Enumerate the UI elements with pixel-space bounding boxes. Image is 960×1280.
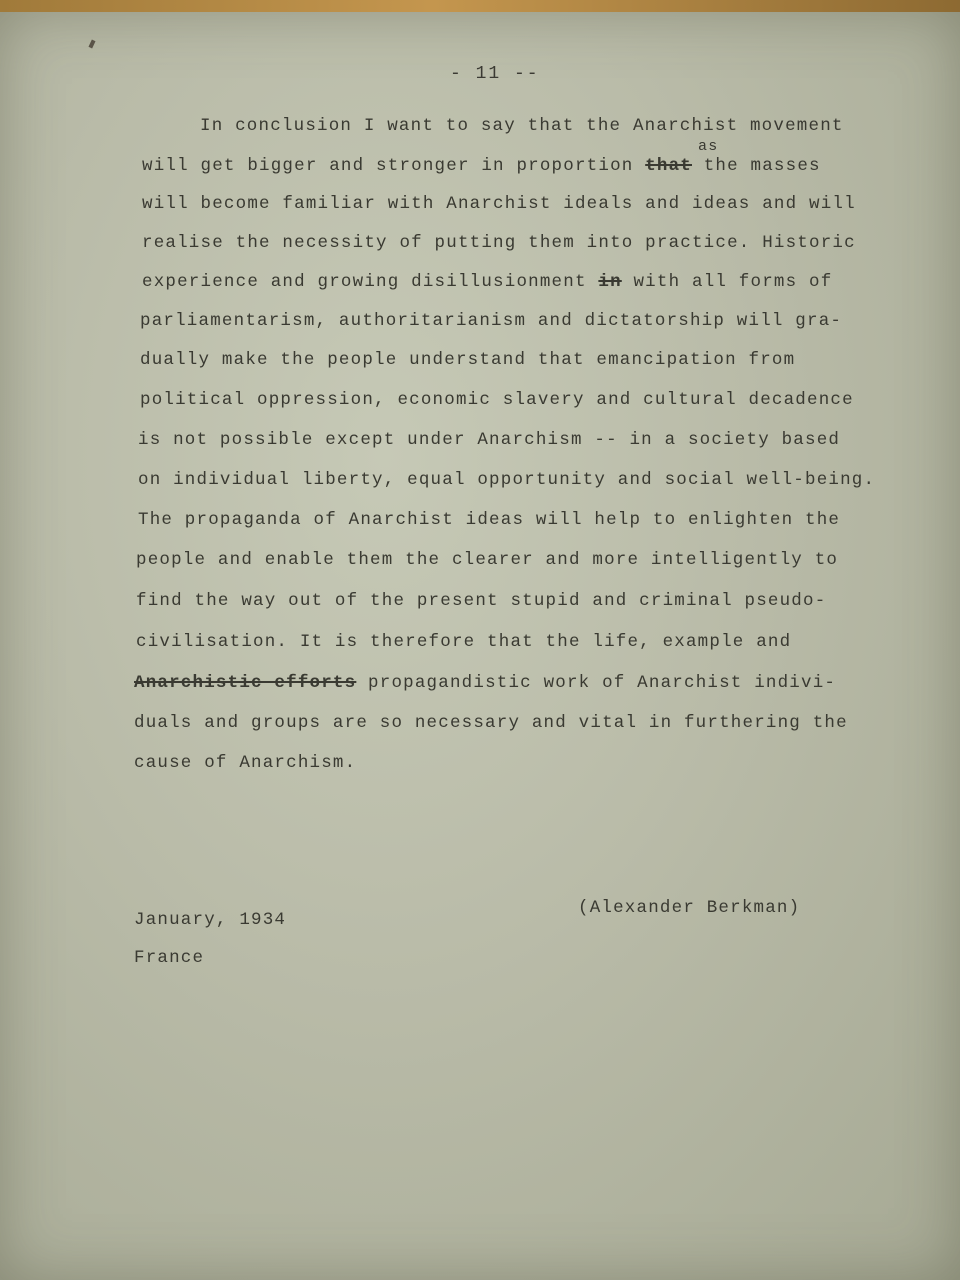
text-line [134,713,848,733]
line-text: The propaganda of Anarchist ideas will help to enlighten the [138,510,841,530]
line-text: In conclusion I want to say that the Anarchist movement [200,116,844,136]
text-line [136,632,791,652]
line-text: experience and growing disillusionment [142,272,599,292]
line-text: duals and groups are so necessary and vital in furthering the [134,713,848,733]
text-line [138,430,840,450]
struck-text: in [598,272,622,292]
text-line [140,350,795,370]
text-line [140,390,854,410]
text-line [138,510,840,530]
line-text: will get bigger and stronger in proportion [142,156,646,176]
text-line [142,272,832,292]
document-place: France [134,948,205,968]
struck-text: Anarchistic efforts [134,673,357,693]
text-line [140,311,842,331]
author-signature: (Alexander Berkman) [578,898,801,918]
handwritten-insertion: as [698,138,719,155]
line-text: propagandistic work of Anarchist indivi- [356,673,837,693]
text-line [142,233,856,253]
line-text: with all forms of [621,272,833,292]
text-line [138,470,875,490]
page-number: - 11 -- [450,64,540,84]
line-text: civilisation. It is therefore that the life, example and [136,632,792,652]
text-line [136,550,838,570]
line-text: political oppression, economic slavery and cultural decadence [140,390,854,410]
line-text: the masses [692,156,821,176]
line-text: realise the necessity of putting them into practice. Historic [142,233,856,253]
line-text: parliamentarism, authoritarianism and dictatorship will gra- [140,311,843,331]
text-line [142,194,856,214]
line-text: dually make the people understand that emancipation from [140,350,796,370]
line-text: will become familiar with Anarchist ideals and ideas and will [142,194,856,214]
line-text: on individual liberty, equal opportunity and social well-being. [138,470,876,490]
document-date: January, 1934 [134,910,287,930]
text-line [200,116,844,136]
text-line [134,673,836,693]
text-line [142,156,821,176]
line-text: cause of Anarchism. [134,753,357,773]
line-text: is not possible except under Anarchism -- in a society based [138,430,841,450]
line-text: people and enable them the clearer and more intelligently to [136,550,839,570]
text-line [136,591,826,611]
struck-text: that [645,156,692,176]
line-text: find the way out of the present stupid and criminal pseudo- [136,591,827,611]
text-line [134,753,356,773]
